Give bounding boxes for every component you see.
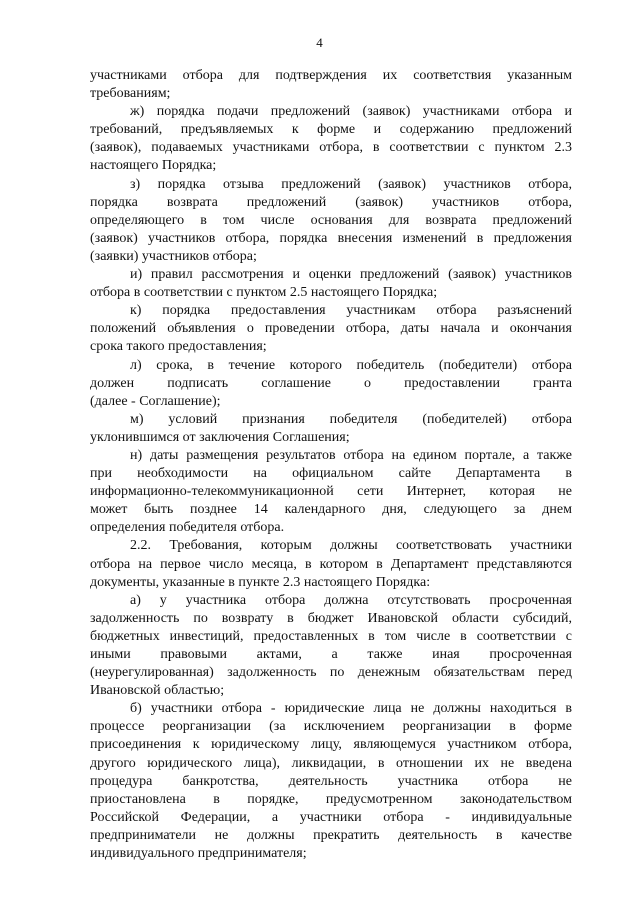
text-line: б) участники отбора - юридические лица не должны находиться в [130,701,572,717]
text-line: определяющего в том числе основания для возврата предложений [90,212,572,228]
text-line: порядка возврата предложений (заявок) участников отбора, [90,194,572,210]
text-line: уклонившимся от заключения Соглашения; [90,429,350,445]
text-line: требованиям; [90,86,171,102]
text-line: другого юридического лица), ликвидации, в отношении их не введена [90,755,572,771]
text-line: процедура банкротства, деятельность участника отбора не [90,773,572,789]
text-line: настоящего Порядка; [90,158,217,174]
text-line: может быть позднее 14 календарного дня, следующего за днем [90,502,572,518]
text-line: предприниматели не должны прекратить деятельность в качестве [90,827,572,843]
text-line: (заявок) участников отбора, порядка внесения изменений в предложения [90,230,572,246]
text-line: должен подписать соглашение о предоставлении гранта [90,375,572,391]
text-line: приостановлена в порядке, предусмотренном законодательством [90,791,572,807]
text-line: документы, указанные в пункте 2.3 настоящего Порядка: [90,574,431,590]
text-line: (заявок), подаваемых участниками отбора, в соответствии с пунктом 2.3 [90,140,572,156]
text-line: задолженность по возврату в бюджет Ивановской области субсидий, [90,610,572,626]
text-line: м) условий признания победителя (победителей) отбора [130,411,572,427]
text-line: Ивановской областью; [90,683,225,699]
text-line: (неурегулированная) задолженность по денежным обязательствам перед [90,665,572,681]
text-line: отбора в соответствии с пунктом 2.5 настоящего Порядка; [90,285,438,301]
text-line: участниками отбора для подтверждения их соответствия указанным [90,68,572,83]
text-line: к) порядка предоставления участникам отбора разъяснений [130,303,572,319]
text-line: 2.2. Требования, которым должны соответствовать участники [130,538,572,554]
text-line: ж) порядка подачи предложений (заявок) участниками отбора и [130,104,572,120]
text-line: требований, предъявляемых к форме и содержанию предложений [90,122,572,138]
text-line: информационно-телекоммуникационной сети Интернет, которая не [90,484,572,500]
page-number: 4 [316,35,323,50]
text-line: определения победителя отбора. [90,520,285,536]
text-line: процессе реорганизации (за исключением реорганизации в форме [90,719,572,735]
text-line: отбора на первое число месяца, в котором в Департамент представляются [90,556,572,572]
text-line: Российской Федерации, а участники отбора - индивидуальные [90,809,572,825]
text-line: индивидуального предпринимателя; [90,846,307,862]
text-line: а) у участника отбора должна отсутствовать просроченная [130,592,572,608]
text-line: присоединения к юридическому лицу, являющемуся участником отбора, [90,737,572,753]
text-line: (заявки) участников отбора; [90,248,257,264]
text-line: л) срока, в течение которого победитель (победители) отбора [130,357,572,373]
document-body [90,67,572,863]
text-line: з) порядка отзыва предложений (заявок) участников отбора, [130,176,572,192]
text-line: н) даты размещения результатов отбора на едином портале, а также [130,447,572,463]
text-line: положений объявления о проведении отбора, даты начала и окончания [90,321,572,337]
text-line: (далее - Соглашение); [90,393,221,409]
text-line: бюджетных инвестиций, предоставленных в том числе в соответствии с [90,628,572,644]
text-line: и) правил рассмотрения и оценки предложений (заявок) участников [130,267,572,283]
text-line: иными правовыми актами, а также иная просроченная [90,647,572,662]
text-line: при необходимости на официальном сайте Департамента в [90,466,572,482]
text-line: срока такого предоставления; [90,339,267,355]
